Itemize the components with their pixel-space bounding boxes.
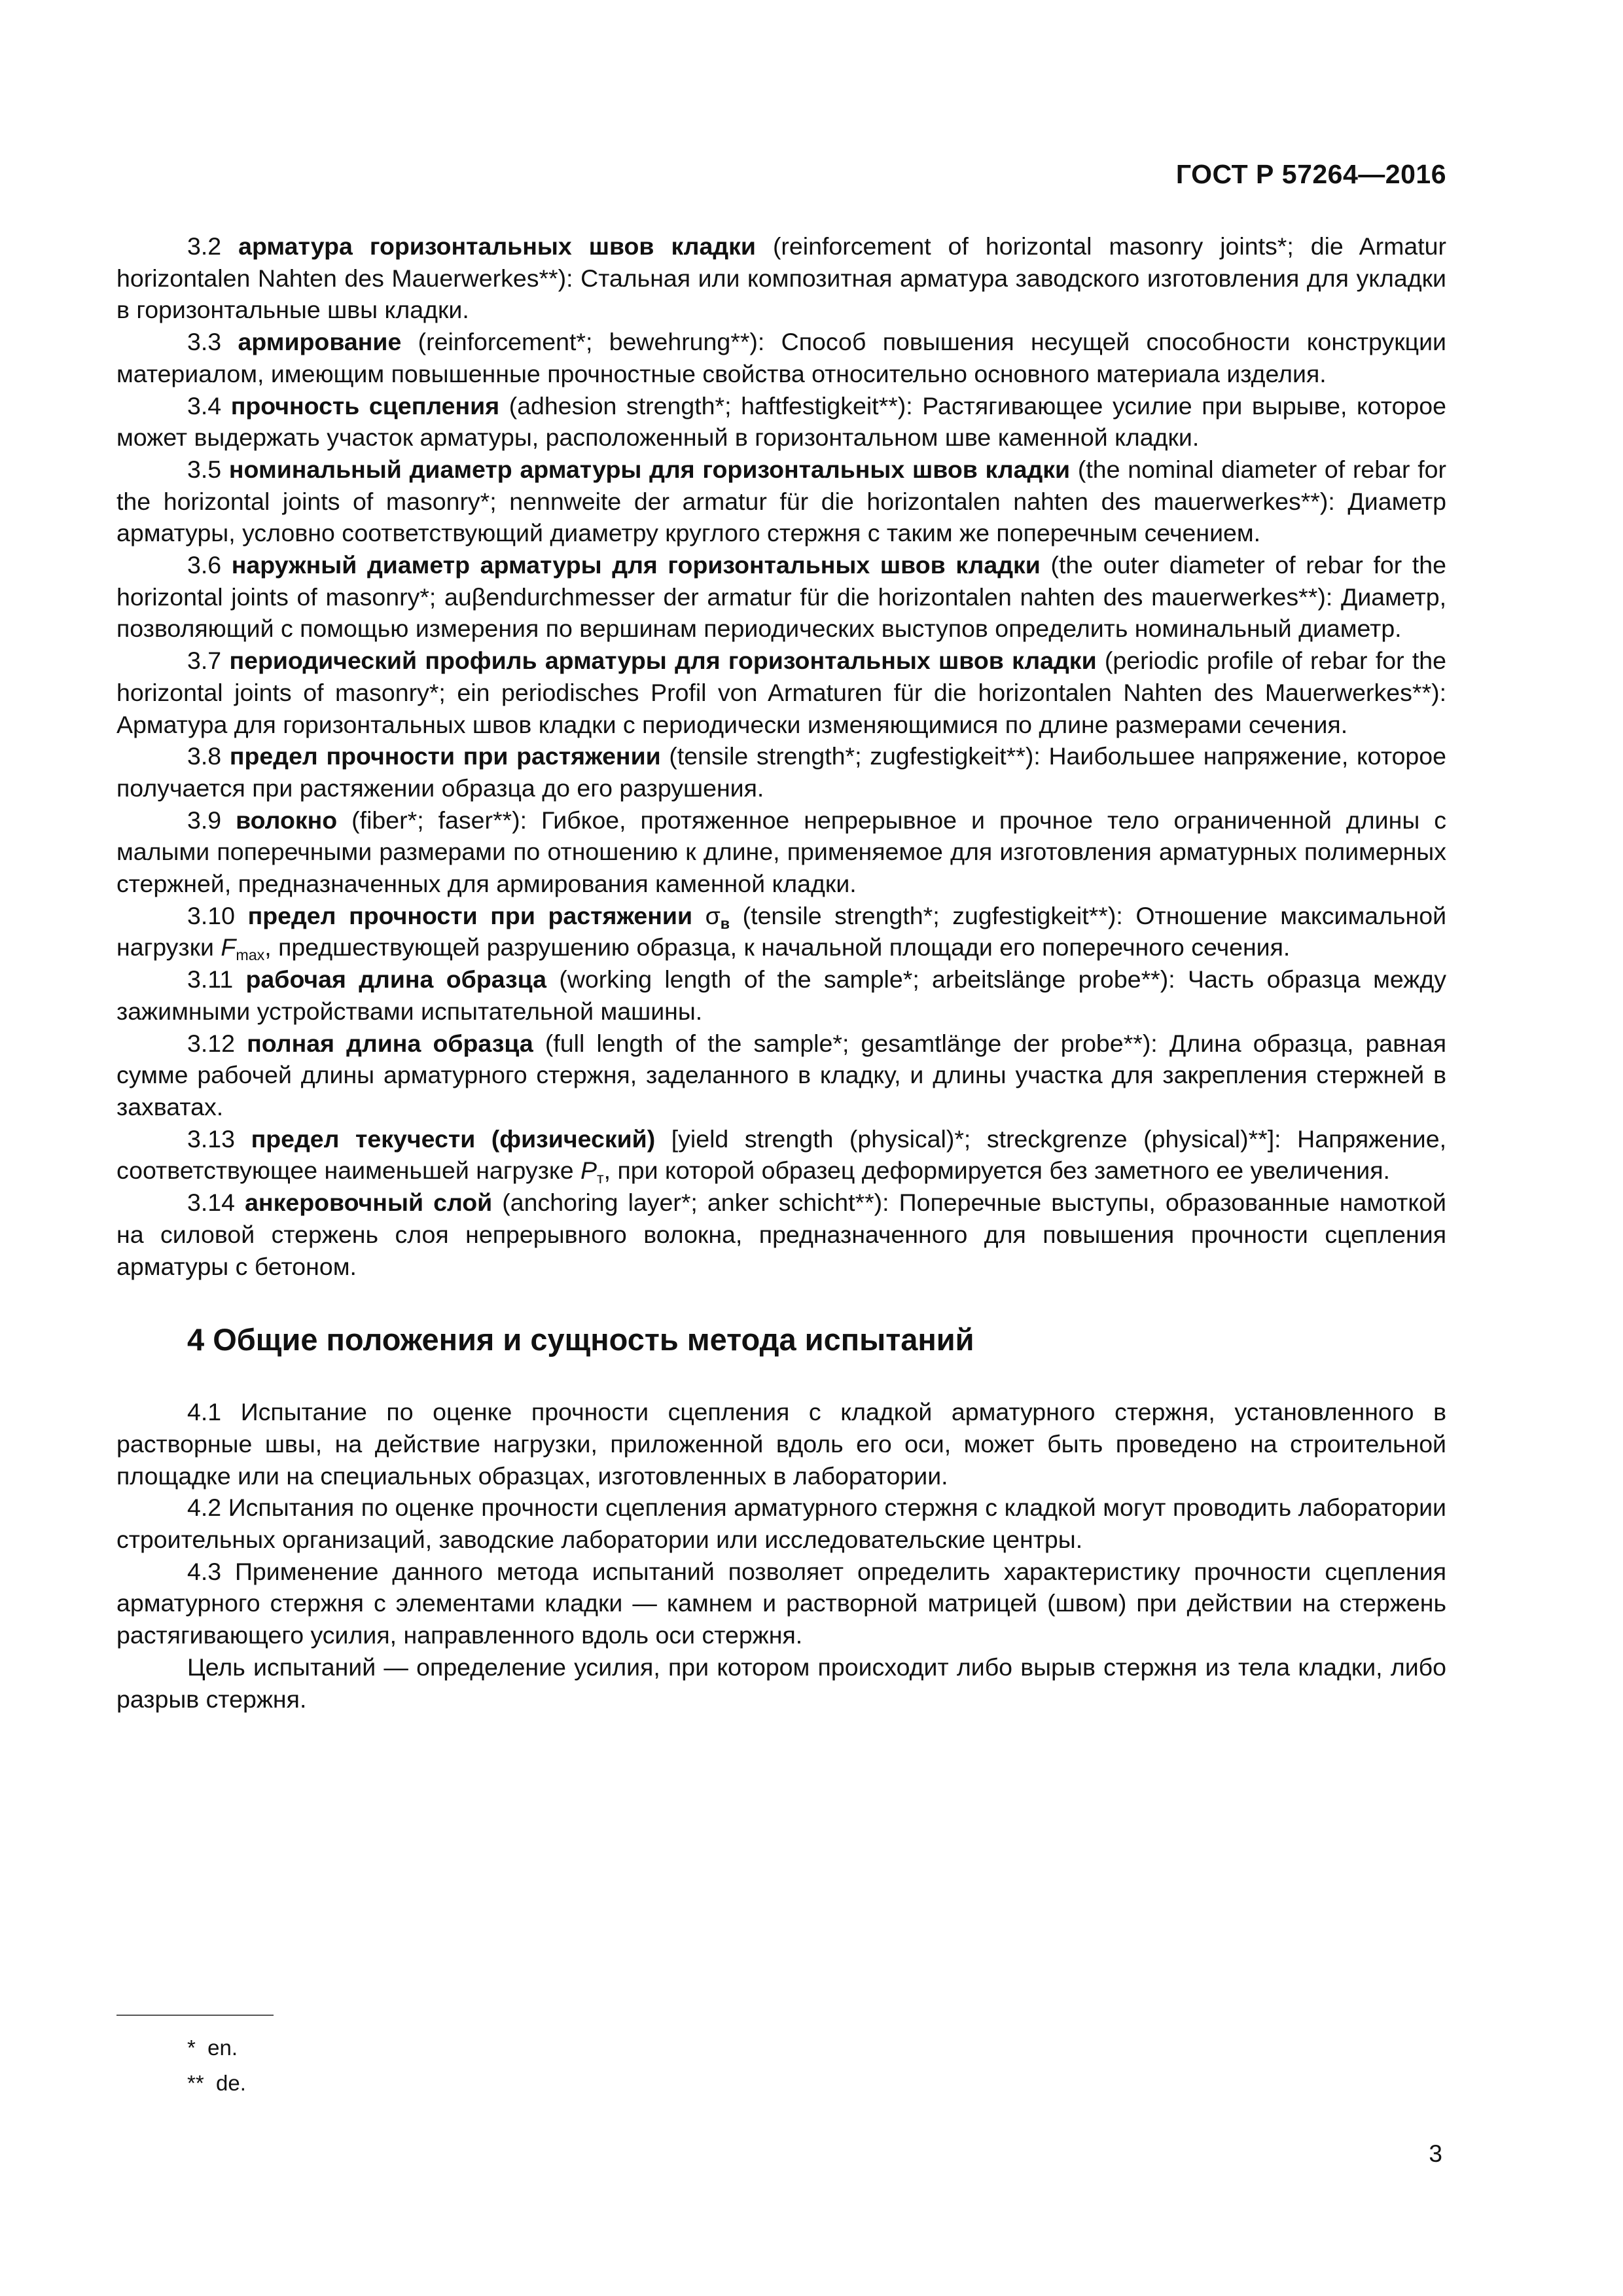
term-3-9: 3.9 волокно (fiber*; faser**): Гибкое, протяженное непрерывное и прочное тело ограниченной длины с малыми поперечными размерами по отношению к длине, применяемое для изготовления арматурных полимерных стержней, предназначенных для армирования каменной кладки. bbox=[116, 806, 1447, 898]
term-title: прочность сцепления bbox=[230, 391, 500, 420]
paragraph-4-2: 4.2 Испытания по оценке прочности сцепления арматурного стержня с кладкой могут проводить лаборатории строительных организаций, заводские лаборатории или исследовательские центры. bbox=[116, 1494, 1446, 1554]
term-3-3: 3.3 армирование (reinforcement*; bewehrung**): Способ повышения несущей способности конструкции материалом, имеющим повышенные прочностные свойства относительно основного материала изделия. bbox=[116, 328, 1446, 387]
sigma-symbol: σ bbox=[705, 901, 721, 929]
term-title: волокно bbox=[236, 806, 338, 834]
footnote-de: ** de. bbox=[187, 2071, 246, 2095]
term-3-4: 3.4 прочность сцепления (adhesion strength*; haftfestigkeit**): Растягивающее усилие при вырыве, которое может выдержать участок арматуры, расположенный в горизонтальном шве каменной кладки. bbox=[116, 391, 1446, 452]
term-title: наружный диаметр арматуры для горизонтальных швов кладки bbox=[231, 551, 1041, 579]
term-3-8: 3.8 предел прочности при растяжении (tensile strength*; zugfestigkeit**): Наибольшее напряжение, которое получается при растяжении образца до его разрушения. bbox=[116, 742, 1446, 802]
term-3-6: 3.6 наружный диаметр арматуры для горизонтальных швов кладки (the outer diameter of rebar for the horizontal joints of masonry*; auβendurchmesser der armatur für die horizontalen nahten des mauerwerkes**): Диаметр, позволяющий с помощью измерения по вершинам периодических выступов определить номинальный диаметр. bbox=[116, 551, 1446, 643]
term-title: предел текучести (физический) bbox=[251, 1124, 656, 1153]
term-3-13: 3.13 предел текучести (физический) [yield strength (physical)*; streckgrenze (physical)**]: Напряжение, соответствующее наименьшей нагрузке $P_т$, при которой образец деформируется без заметного ее увеличения. bbox=[116, 1124, 1447, 1187]
term-title: армирование bbox=[238, 328, 402, 356]
term-3-12: 3.12 полная длина образца (full length of the sample*; gesamtlänge der probe**): Длина образца, равная сумме рабочей длины арматурного стержня, заделанного в кладку, и длины участка для закрепления стержней в захватах. bbox=[116, 1029, 1447, 1121]
term-title: анкеровочный слой bbox=[245, 1189, 493, 1217]
term-3-5: 3.5 номинальный диаметр арматуры для горизонтальных швов кладки (the nominal diameter of rebar for the horizontal joints of masonry*; nennweite der armatur für die horizontalen nahten des mauerwerkes**): Диаметр арматуры, условно соответствующий диаметру круглого стержня с таким же поперечным сечением. bbox=[116, 455, 1447, 547]
section-4-heading: 4 Общие положения и сущность метода испытаний bbox=[187, 1322, 974, 1357]
paragraph-4-3: 4.3 Применение данного метода испытаний позволяет определить характеристику прочности сцепления арматурного стержня с элементами кладки — камнем и растворной матрицей (швом) при действии на стержень растягивающего усилия, направленного вдоль оси стержня. bbox=[116, 1557, 1446, 1649]
term-title: рабочая длина образца bbox=[245, 965, 547, 994]
body-text bbox=[116, 230, 1446, 1715]
footnote-divider bbox=[116, 2015, 274, 2016]
term-title: полная длина образца bbox=[247, 1029, 533, 1057]
paragraph-goal: Цель испытаний — определение усилия, при котором происходит либо вырыв стержня из тела кладки, либо разрыв стержня. bbox=[116, 1653, 1446, 1713]
force-variable: F bbox=[221, 933, 236, 961]
footnote-en: * en. bbox=[187, 2036, 238, 2060]
term-title: предел прочности при растяжении bbox=[247, 901, 693, 929]
load-variable: P bbox=[580, 1157, 597, 1185]
term-title: периодический профиль арматуры для горизонтальных швов кладки bbox=[229, 647, 1097, 675]
term-3-14: 3.14 анкеровочный слой (anchoring layer*; anker schicht**): Поперечные выступы, образованные намоткой на силовой стержень слоя непрерывного волокна, предназначенного для повышения прочности сцепления арматуры с бетоном. bbox=[116, 1189, 1446, 1280]
standard-id-header: ГОСТ Р 57264—2016 bbox=[1175, 159, 1446, 189]
paragraph-4-1: 4.1 Испытание по оценке прочности сцепления с кладкой арматурного стержня, установленного в растворные швы, на действие нагрузки, приложенной вдоль его оси, может быть проведено на строительной площадке или на специальных образцах, изготовленных в лаборатории. bbox=[116, 1398, 1446, 1490]
page-number: 3 bbox=[1429, 2140, 1442, 2167]
term-3-11: 3.11 рабочая длина образца (working length of the sample*; arbeitslänge probe**): Часть образца между зажимными устройствами испытательной машины. bbox=[116, 965, 1447, 1025]
term-title: предел прочности при растяжении bbox=[229, 742, 661, 770]
term-3-2: 3.2 арматура горизонтальных швов кладки (reinforcement of horizontal masonry joints*; die Armatur horizontalen Nahten des Mauerwerkes**): Стальная или композитная арматура заводского изготовления для укладки в горизонтальные швы кладки. bbox=[116, 232, 1447, 324]
term-3-10: 3.10 предел прочности при растяжении $\sigma_в$ (tensile strength*; zugfestigkeit**): Отношение максимальной нагрузки $F_{max}$, предшествующей разрушению образца, к начальной площади его поперечного сечения. bbox=[116, 901, 1447, 964]
footnotes bbox=[187, 2030, 246, 2101]
term-title: арматура горизонтальных швов кладки bbox=[238, 232, 756, 260]
term-title: номинальный диаметр арматуры для горизонтальных швов кладки bbox=[228, 455, 1071, 483]
term-3-7: 3.7 периодический профиль арматуры для горизонтальных швов кладки (periodic profile of rebar for the horizontal joints of masonry*; ein periodisches Profil von Armaturen für die horizontalen Nahten des Mauerwerkes**): Арматура для горизонтальных швов кладки с периодически изменяющимися по длине размерами сечения. bbox=[116, 647, 1447, 738]
